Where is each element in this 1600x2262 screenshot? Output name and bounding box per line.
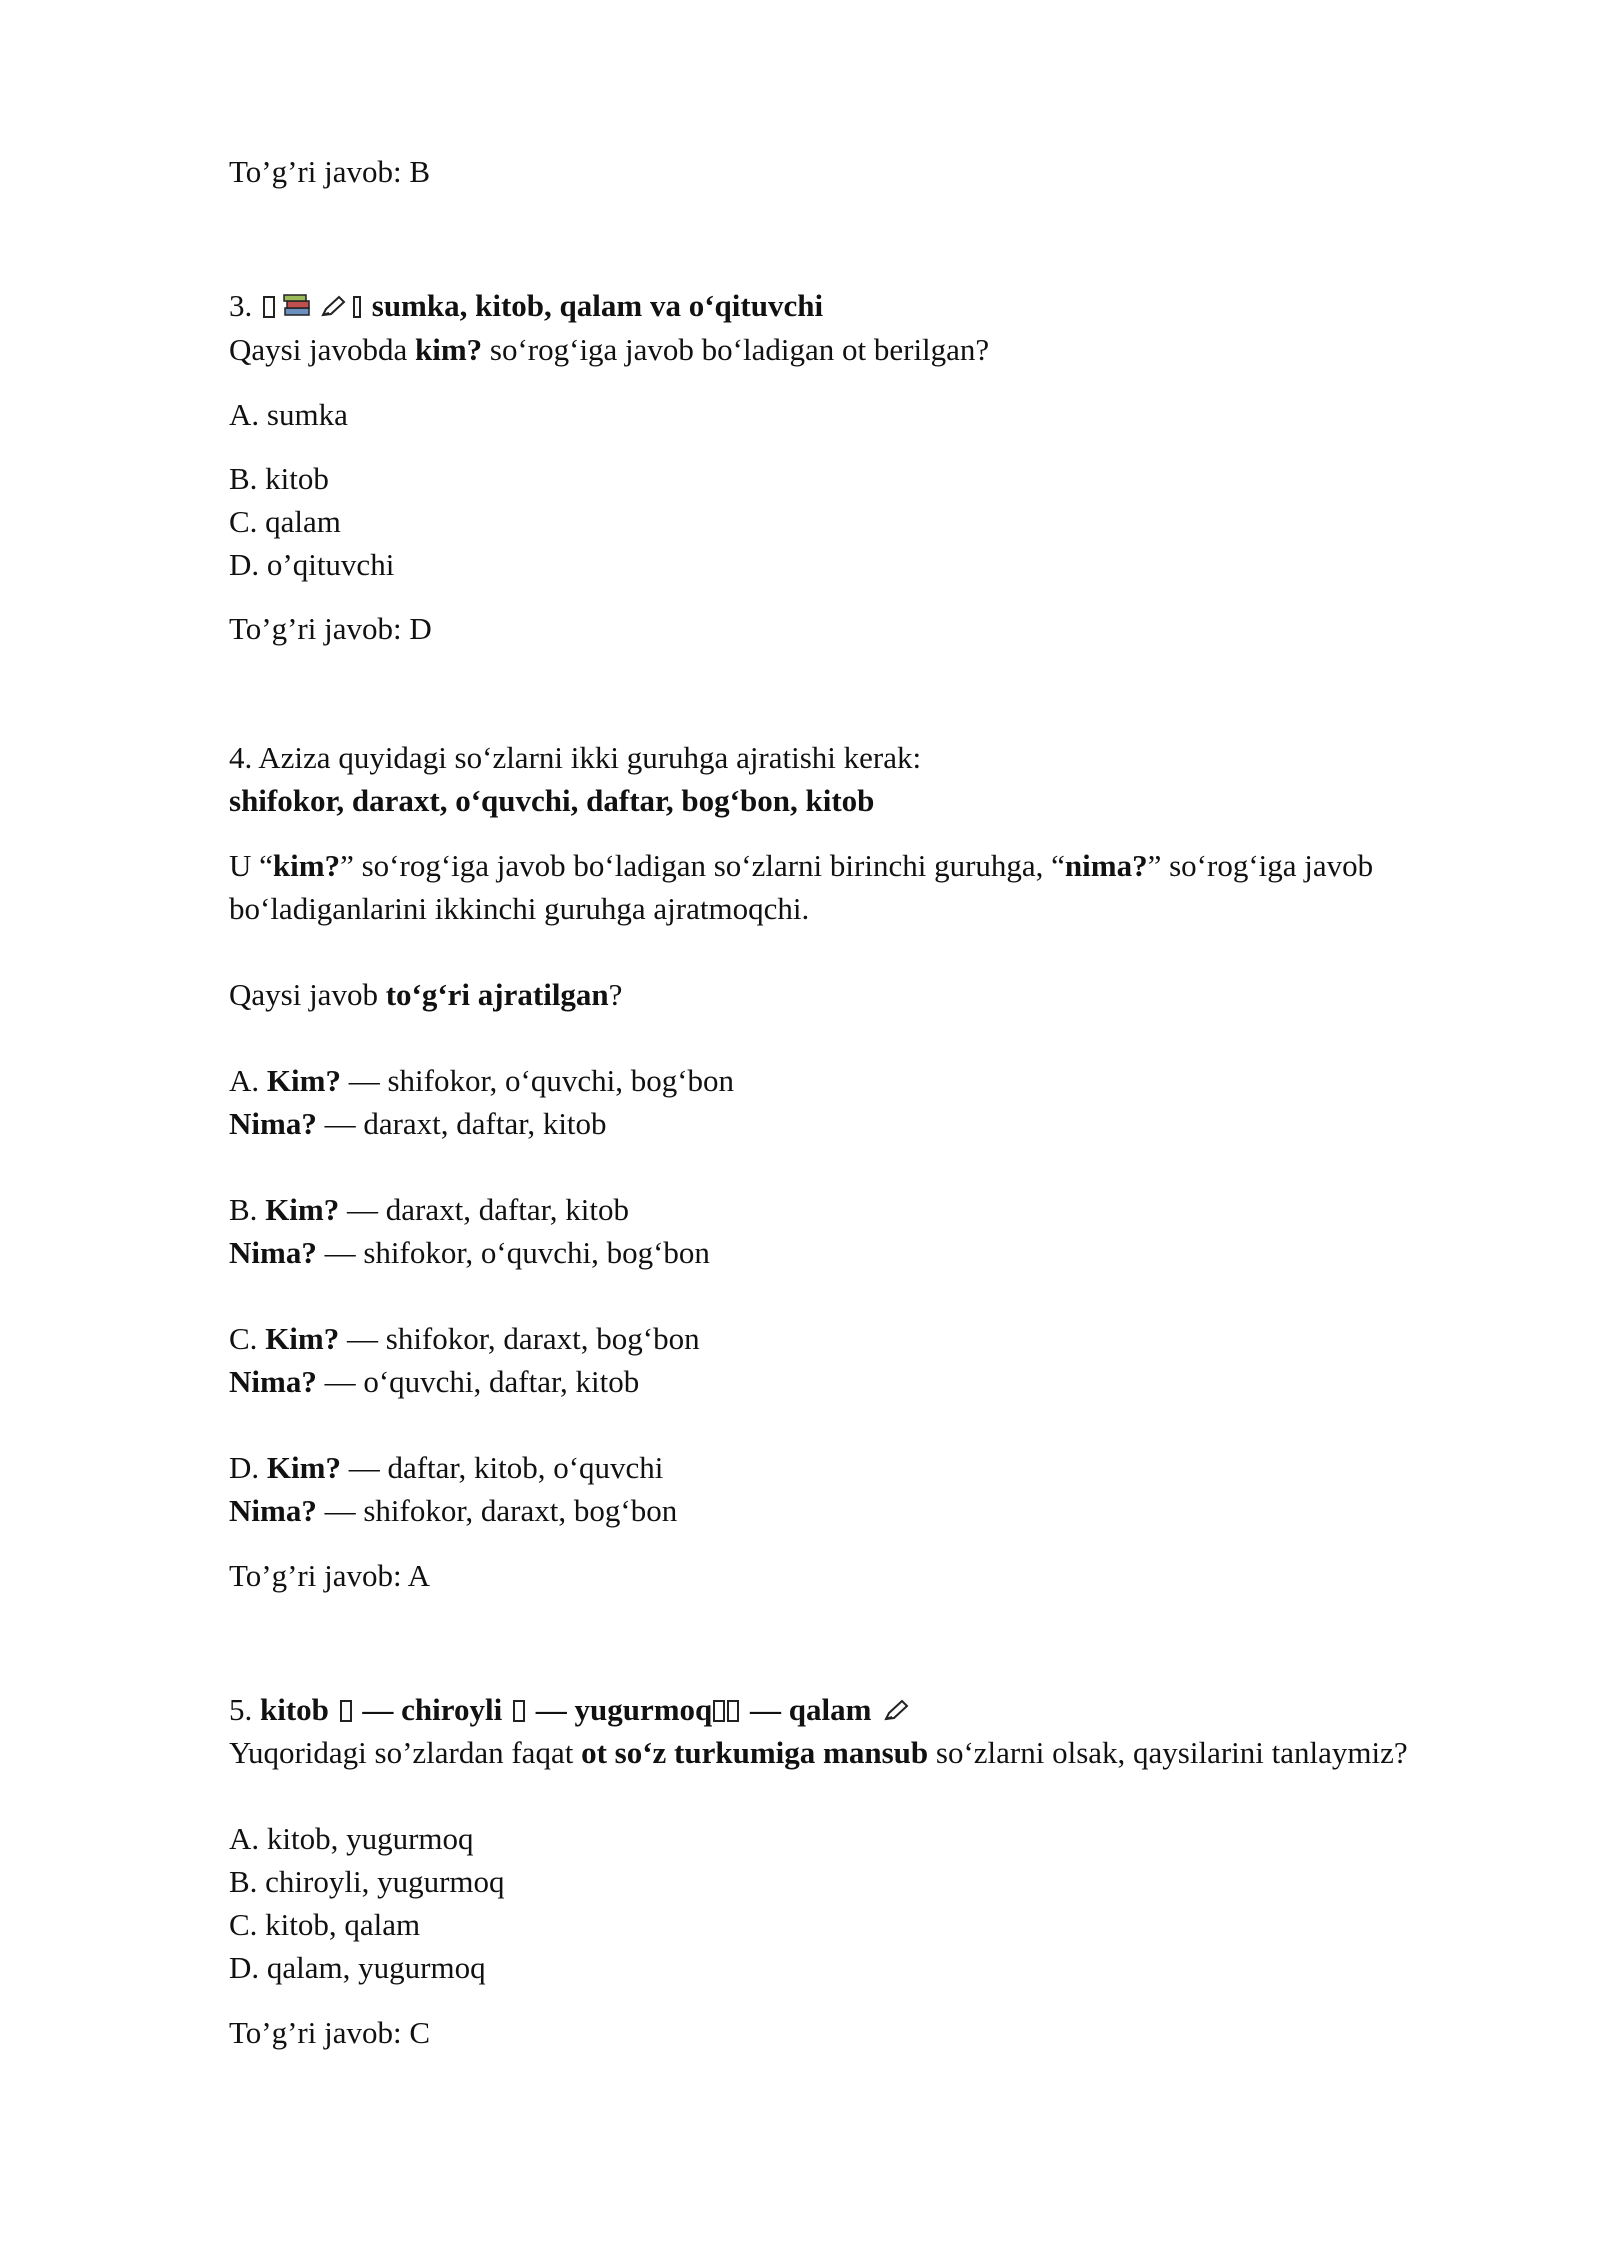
q3-number: 3. — [229, 288, 253, 323]
q4-option-d-nima: Nima? — shifokor, daraxt, bog‘bon — [229, 1493, 678, 1528]
q4-option-c-kim: C. Kim? — shifokor, daraxt, bog‘bon — [229, 1321, 700, 1356]
q4-question: Qaysi javob to‘g‘ri ajratilgan? — [229, 977, 623, 1012]
q5-option-c: C. kitob, qalam — [229, 1907, 421, 1942]
q4-description: U “kim?” so‘rog‘iga javob bo‘ladigan so‘zlarni birinchi guruhga, “nima?” so‘rog‘iga javob — [229, 848, 1374, 883]
q4-option-c-nima: Nima? — o‘quvchi, daftar, kitob — [229, 1364, 640, 1399]
q5-word-chiroyli: chiroyli — [401, 1692, 503, 1727]
q5-option-a: A. kitob, yugurmoq — [229, 1821, 474, 1856]
q4-option-b-kim: B. Kim? — daraxt, daftar, kitob — [229, 1192, 629, 1227]
q3-title: sumka, kitob, qalam va o‘qituvchi — [371, 288, 824, 323]
q3-answer: To’g’ri javob: D — [229, 611, 432, 646]
q5-word-kitob: kitob — [260, 1692, 329, 1727]
missing-glyph-icon — [263, 296, 275, 318]
q4-answer: To’g’ri javob: A — [229, 1558, 431, 1593]
q3-option-c: C. qalam — [229, 504, 341, 539]
q4-description-line2: bo‘ladiganlarini ikkinchi guruhga ajratmoqchi. — [229, 891, 810, 926]
q3-question: Qaysi javobda kim? so‘rog‘iga javob bo‘ladigan ot berilgan? — [229, 332, 990, 367]
missing-glyph-icon — [513, 1700, 525, 1722]
q3-heading — [229, 284, 823, 327]
q4-option-a-kim: A. Kim? — shifokor, o‘quvchi, bog‘bon — [229, 1063, 735, 1098]
q2-answer: To’g’ri javob: B — [229, 154, 431, 189]
missing-glyph-icon — [340, 1700, 352, 1722]
q5-option-b: B. chiroyli, yugurmoq — [229, 1864, 505, 1899]
q5-heading: 5. kitob — chiroyli — yugurmoq — qalam — [229, 1688, 913, 1731]
q4-option-a-nima: Nima? — daraxt, daftar, kitob — [229, 1106, 607, 1141]
missing-glyph-icon — [713, 1700, 725, 1722]
q3-option-d: D. o’qituvchi — [229, 547, 395, 582]
q5-option-d: D. qalam, yugurmoq — [229, 1950, 486, 1985]
missing-glyph-icon — [353, 296, 361, 318]
q5-word-qalam: qalam — [788, 1692, 872, 1727]
q4-words: shifokor, daraxt, o‘quvchi, daftar, bog‘bon, kitob — [229, 783, 875, 818]
books-icon — [282, 292, 312, 320]
q4-option-b-nima: Nima? — shifokor, o‘quvchi, bog‘bon — [229, 1235, 710, 1270]
q3-option-b: B. kitob — [229, 461, 329, 496]
q5-word-yugurmoq: yugurmoq — [574, 1692, 713, 1727]
q4-intro: 4. Aziza quyidagi so‘zlarni ikki guruhga ajratishi kerak: — [229, 740, 922, 775]
q3-option-a: A. sumka — [229, 397, 348, 432]
q5-answer: To’g’ri javob: C — [229, 2015, 431, 2050]
missing-glyph-icon — [727, 1700, 739, 1722]
q4-option-d-kim: D. Kim? — daftar, kitob, o‘quvchi — [229, 1450, 664, 1485]
q5-question: Yuqoridagi so’zlardan faqat ot so‘z turkumiga mansub so‘zlarni olsak, qaysilarini tanlaymiz? — [229, 1735, 1408, 1770]
pencil-icon — [320, 295, 346, 319]
pencil-icon — [883, 1699, 909, 1723]
